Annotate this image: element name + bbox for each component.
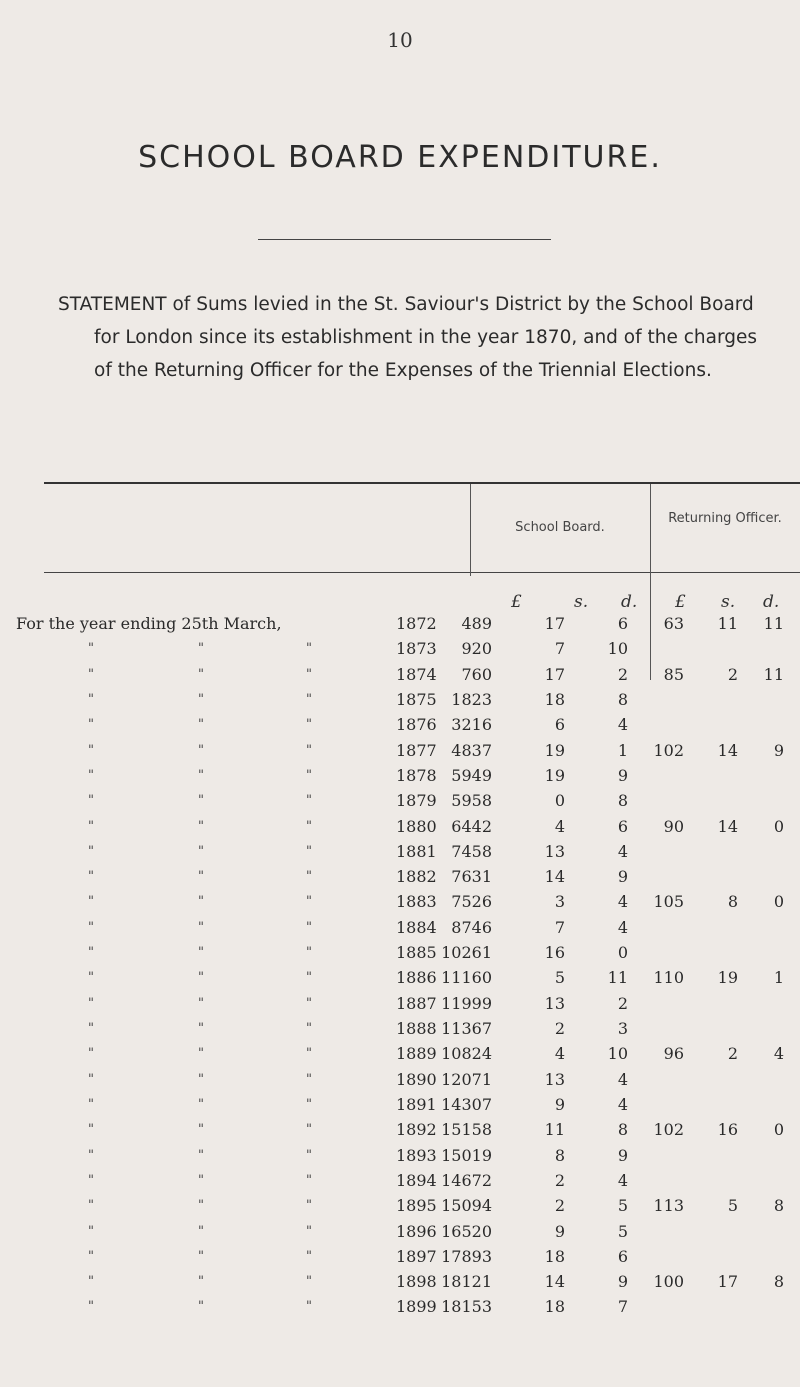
returning-officer-pence: 0: [773, 816, 784, 836]
school-board-shillings: 13: [544, 841, 565, 861]
ditto-mark: ": [306, 1147, 312, 1163]
school-board-pounds: 11160: [441, 968, 492, 988]
school-board-pounds: 10824: [441, 1044, 492, 1064]
school-board-pence: 9: [617, 1272, 628, 1292]
year-cell: 1888: [396, 1019, 437, 1038]
year-cell: 1878: [396, 765, 437, 785]
table-row: [0, 687, 800, 712]
school-board-shillings: 9: [554, 1221, 565, 1241]
year-cell: 1889: [396, 1044, 437, 1064]
ditto-mark: ": [88, 742, 94, 758]
school-board-shillings: 4: [554, 1044, 565, 1064]
ditto-mark: ": [198, 894, 204, 910]
ditto-mark: ": [306, 995, 312, 1011]
table-row: [0, 965, 800, 990]
school-board-shillings: 17: [544, 664, 565, 684]
school-board-pence: 8: [617, 689, 628, 709]
table-row: [0, 839, 800, 864]
ditto-mark: ": [306, 1223, 312, 1239]
ditto-mark: ": [198, 1223, 204, 1239]
expenditure-table: [0, 611, 800, 1320]
year-cell: 1880: [396, 816, 437, 836]
year-cell: 1872: [396, 614, 437, 633]
year-cell: 1879: [396, 791, 437, 811]
returning-officer-pence: 1: [773, 968, 784, 988]
year-cell: 1890: [396, 1069, 437, 1089]
school-board-pence: 6: [617, 816, 628, 836]
returning-officer-pounds: 100: [653, 1272, 684, 1292]
table-row: [0, 1067, 800, 1092]
ditto-mark: ": [198, 945, 204, 961]
school-board-pounds: 15019: [441, 1145, 492, 1165]
school-board-shillings: 8: [554, 1145, 565, 1165]
school-board-shillings: 18: [544, 689, 565, 709]
table-row: [0, 1143, 800, 1168]
returning-officer-pounds: 85: [663, 664, 684, 684]
school-board-pence: 11: [607, 968, 628, 988]
returning-officer-pounds: 110: [653, 968, 684, 988]
school-board-pounds: 4837: [451, 740, 492, 760]
school-board-pounds: 920: [461, 639, 492, 659]
school-board-pence: 2: [617, 664, 628, 684]
school-board-pounds: 7631: [451, 867, 492, 887]
table-top-rule: [44, 482, 800, 484]
ditto-mark: ": [88, 666, 94, 682]
year-cell: 1882: [396, 867, 437, 887]
table-row: [0, 662, 800, 687]
school-board-shillings: 5: [554, 968, 565, 988]
ditto-mark: ": [198, 818, 204, 834]
ditto-mark: ": [306, 1274, 312, 1290]
table-row: [0, 915, 800, 940]
table-row: [0, 1269, 800, 1294]
year-cell: 1896: [396, 1221, 437, 1241]
ditto-mark: ": [306, 793, 312, 809]
school-board-pence: 9: [617, 1145, 628, 1165]
ditto-mark: ": [88, 818, 94, 834]
ditto-mark: ": [88, 1021, 94, 1036]
school-board-pence: 4: [617, 1069, 628, 1089]
returning-officer-pounds: 105: [653, 892, 684, 912]
header-returning-officer: Returning Officer.: [668, 511, 782, 526]
school-board-pence: 4: [617, 841, 628, 861]
school-board-pounds: 15094: [441, 1196, 492, 1216]
year-cell: 1894: [396, 1170, 437, 1190]
school-board-shillings: 13: [544, 993, 565, 1013]
ditto-mark: ": [88, 1274, 94, 1290]
returning-officer-pence: 4: [773, 1044, 784, 1064]
table-row: [0, 611, 800, 636]
returning-officer-pence: 0: [773, 1120, 784, 1140]
year-cell: 1892: [396, 1120, 437, 1140]
school-board-pounds: 6442: [451, 816, 492, 836]
school-board-pounds: 5949: [451, 765, 492, 785]
ditto-mark: ": [306, 691, 312, 707]
ditto-mark: ": [198, 1021, 204, 1036]
ditto-mark: ": [198, 1172, 204, 1188]
returning-officer-pounds: 102: [653, 1120, 684, 1140]
ditto-mark: ": [88, 1223, 94, 1239]
school-board-pounds: 11367: [441, 1019, 492, 1038]
ditto-mark: ": [88, 894, 94, 910]
school-board-pounds: 16520: [441, 1221, 492, 1241]
school-board-pence: 6: [617, 614, 628, 633]
ditto-mark: ": [88, 995, 94, 1011]
school-board-shillings: 2: [554, 1196, 565, 1216]
table-row: [0, 991, 800, 1016]
returning-officer-shillings: 5: [727, 1196, 738, 1216]
year-cell: 1886: [396, 968, 437, 988]
school-board-pence: 3: [617, 1019, 628, 1038]
returning-officer-pence: 8: [773, 1196, 784, 1216]
ditto-mark: ": [306, 818, 312, 834]
year-cell: 1897: [396, 1246, 437, 1266]
ditto-mark: ": [306, 869, 312, 885]
table-row: [0, 1041, 800, 1066]
unit-shillings: s.: [574, 592, 589, 612]
ditto-mark: ": [306, 641, 312, 657]
year-cell: 1899: [396, 1297, 437, 1317]
year-cell: 1883: [396, 892, 437, 912]
ditto-mark: ": [88, 970, 94, 986]
school-board-pounds: 18121: [441, 1272, 492, 1292]
ditto-mark: ": [88, 945, 94, 961]
school-board-shillings: 18: [544, 1297, 565, 1317]
school-board-shillings: 3: [554, 892, 565, 912]
year-cell: 1885: [396, 943, 437, 963]
ditto-mark: ": [198, 666, 204, 682]
school-board-pence: 2: [617, 993, 628, 1013]
school-board-shillings: 11: [544, 1120, 565, 1140]
year-cell: 1887: [396, 993, 437, 1013]
ditto-mark: ": [198, 742, 204, 758]
ditto-mark: ": [88, 793, 94, 809]
school-board-pounds: 14307: [441, 1094, 492, 1114]
returning-officer-pounds: 102: [653, 740, 684, 760]
ditto-mark: ": [88, 1147, 94, 1163]
returning-officer-pence: 9: [773, 740, 784, 760]
ditto-mark: ": [198, 1096, 204, 1112]
ditto-mark: ": [88, 869, 94, 885]
returning-officer-shillings: 17: [717, 1272, 738, 1292]
ditto-mark: ": [198, 1147, 204, 1163]
table-row: [0, 1016, 800, 1041]
returning-officer-shillings: 2: [727, 1044, 738, 1064]
ditto-mark: ": [88, 1122, 94, 1138]
ditto-mark: ": [88, 919, 94, 935]
returning-officer-pounds: 63: [663, 614, 684, 633]
ditto-mark: ": [198, 767, 204, 783]
unit-pence: d.: [621, 592, 638, 612]
ditto-mark: ": [198, 717, 204, 733]
returning-officer-shillings: 11: [717, 614, 738, 633]
school-board-shillings: 2: [554, 1019, 565, 1038]
school-board-shillings: 19: [544, 740, 565, 760]
ditto-mark: ": [198, 1274, 204, 1290]
ditto-mark: ": [198, 1198, 204, 1214]
column-divider: [650, 484, 651, 576]
table-row: [0, 712, 800, 737]
ditto-mark: ": [198, 793, 204, 809]
school-board-shillings: 6: [554, 715, 565, 735]
school-board-pence: 4: [617, 892, 628, 912]
school-board-pence: 4: [617, 917, 628, 937]
ditto-mark: ": [88, 1172, 94, 1188]
ditto-mark: ": [198, 843, 204, 859]
ditto-mark: ": [306, 1096, 312, 1112]
table-header-rule: [44, 572, 800, 573]
school-board-pounds: 3216: [451, 715, 492, 735]
header-school-board: School Board.: [515, 520, 605, 535]
table-row: [0, 763, 800, 788]
ditto-mark: ": [88, 641, 94, 657]
title-divider: [258, 239, 551, 240]
page-title: SCHOOL BOARD EXPENDITURE.: [138, 140, 662, 175]
school-board-pounds: 7458: [451, 841, 492, 861]
table-row: [0, 1117, 800, 1142]
ditto-mark: ": [306, 919, 312, 935]
school-board-pounds: 760: [461, 664, 492, 684]
returning-officer-shillings: 14: [717, 816, 738, 836]
school-board-shillings: 14: [544, 1272, 565, 1292]
returning-officer-pounds: 113: [653, 1196, 684, 1216]
page-number: 10: [387, 28, 413, 52]
ditto-mark: ": [198, 869, 204, 885]
ditto-mark: ": [198, 1299, 204, 1315]
school-board-pence: 9: [617, 867, 628, 887]
returning-officer-pence: 11: [763, 614, 784, 633]
table-row: [0, 636, 800, 661]
returning-officer-shillings: 19: [717, 968, 738, 988]
ditto-mark: ": [198, 1046, 204, 1062]
returning-officer-pence: 11: [763, 664, 784, 684]
ditto-mark: ": [306, 1122, 312, 1138]
ditto-mark: ": [88, 1046, 94, 1062]
school-board-pence: 7: [617, 1297, 628, 1317]
ditto-mark: ": [306, 1046, 312, 1062]
school-board-pounds: 17893: [441, 1246, 492, 1266]
ditto-mark: ": [198, 1122, 204, 1138]
ditto-mark: ": [306, 1299, 312, 1315]
ditto-mark: ": [306, 742, 312, 758]
school-board-pence: 4: [617, 1094, 628, 1114]
returning-officer-shillings: 14: [717, 740, 738, 760]
table-row: [0, 940, 800, 965]
table-row: [0, 864, 800, 889]
ditto-mark: ": [306, 1071, 312, 1087]
school-board-shillings: 2: [554, 1170, 565, 1190]
school-board-pounds: 489: [461, 614, 492, 633]
year-cell: 1877: [396, 740, 437, 760]
school-board-pounds: 10261: [441, 943, 492, 963]
school-board-shillings: 9: [554, 1094, 565, 1114]
school-board-pence: 4: [617, 715, 628, 735]
table-row: [0, 1193, 800, 1218]
school-board-pence: 8: [617, 791, 628, 811]
returning-officer-pounds: 90: [663, 816, 684, 836]
school-board-pence: 6: [617, 1246, 628, 1266]
ditto-mark: ": [198, 641, 204, 657]
school-board-pounds: 14672: [441, 1170, 492, 1190]
ditto-mark: ": [306, 1248, 312, 1264]
ditto-mark: ": [198, 970, 204, 986]
school-board-shillings: 16: [544, 943, 565, 963]
ditto-mark: ": [306, 717, 312, 733]
ditto-mark: ": [306, 843, 312, 859]
table-row: [0, 1244, 800, 1269]
year-cell: 1874: [396, 664, 437, 684]
school-board-shillings: 4: [554, 816, 565, 836]
school-board-pence: 5: [617, 1196, 628, 1216]
table-row: [0, 738, 800, 763]
returning-officer-pence: 8: [773, 1272, 784, 1292]
school-board-pounds: 8746: [451, 917, 492, 937]
returning-officer-pence: 0: [773, 892, 784, 912]
school-board-shillings: 19: [544, 765, 565, 785]
intro-paragraph: [58, 288, 758, 387]
school-board-pence: 10: [607, 639, 628, 659]
unit-pounds: £: [675, 592, 686, 612]
school-board-pence: 1: [617, 740, 628, 760]
school-board-shillings: 0: [554, 791, 565, 811]
year-cell: 1873: [396, 639, 437, 659]
unit-shillings: s.: [721, 592, 736, 612]
table-row: [0, 814, 800, 839]
school-board-pounds: 12071: [441, 1069, 492, 1089]
year-cell: 1898: [396, 1272, 437, 1292]
ditto-mark: ": [306, 1172, 312, 1188]
unit-pounds: £: [511, 592, 522, 612]
year-cell: 1891: [396, 1094, 437, 1114]
ditto-mark: ": [198, 919, 204, 935]
school-board-pence: 5: [617, 1221, 628, 1241]
ditto-mark: ": [198, 1071, 204, 1087]
table-row: [0, 889, 800, 914]
school-board-pence: 8: [617, 1120, 628, 1140]
ditto-mark: ": [306, 894, 312, 910]
intro-text: STATEMENT of Sums levied in the St. Saviour's District by the School Board for London since its establishment in the year 1870, and of the charges of the Returning Officer for the Expenses of the Triennial Elections.: [58, 294, 758, 381]
ditto-mark: ": [88, 1198, 94, 1214]
ditto-mark: ": [306, 945, 312, 961]
returning-officer-pounds: 96: [663, 1044, 684, 1064]
year-cell: 1895: [396, 1196, 437, 1216]
ditto-mark: ": [306, 970, 312, 986]
ditto-mark: ": [88, 717, 94, 733]
year-cell: 1876: [396, 715, 437, 735]
returning-officer-shillings: 8: [727, 892, 738, 912]
returning-officer-shillings: 16: [717, 1120, 738, 1140]
school-board-pence: 4: [617, 1170, 628, 1190]
unit-pence: d.: [763, 592, 780, 612]
table-row: [0, 1219, 800, 1244]
ditto-mark: ": [88, 1071, 94, 1087]
school-board-shillings: 7: [554, 639, 565, 659]
school-board-pence: 0: [617, 943, 628, 963]
school-board-pounds: 11999: [441, 993, 492, 1013]
year-cell: 1893: [396, 1145, 437, 1165]
ditto-mark: ": [198, 1248, 204, 1264]
ditto-mark: ": [306, 1198, 312, 1214]
school-board-shillings: 13: [544, 1069, 565, 1089]
returning-officer-shillings: 2: [727, 664, 738, 684]
table-row: [0, 1092, 800, 1117]
ditto-mark: ": [306, 767, 312, 783]
ditto-mark: ": [88, 767, 94, 783]
row-label: For the year ending 25th March,: [16, 614, 282, 633]
ditto-mark: ": [306, 1021, 312, 1036]
ditto-mark: ": [88, 1248, 94, 1264]
ditto-mark: ": [198, 995, 204, 1011]
year-cell: 1884: [396, 917, 437, 937]
school-board-pence: 10: [607, 1044, 628, 1064]
table-row: [0, 1168, 800, 1193]
table-row: [0, 1294, 800, 1319]
school-board-shillings: 17: [544, 614, 565, 633]
ditto-mark: ": [88, 1299, 94, 1315]
school-board-pence: 9: [617, 765, 628, 785]
school-board-pounds: 1823: [451, 689, 492, 709]
school-board-pounds: 15158: [441, 1120, 492, 1140]
year-cell: 1875: [396, 689, 437, 709]
school-board-shillings: 18: [544, 1246, 565, 1266]
ditto-mark: ": [88, 691, 94, 707]
ditto-mark: ": [88, 1096, 94, 1112]
ditto-mark: ": [198, 691, 204, 707]
table-row: [0, 788, 800, 813]
year-cell: 1881: [396, 841, 437, 861]
ditto-mark: ": [88, 843, 94, 859]
school-board-pounds: 7526: [451, 892, 492, 912]
school-board-pounds: 5958: [451, 791, 492, 811]
ditto-mark: ": [306, 666, 312, 682]
school-board-shillings: 14: [544, 867, 565, 887]
school-board-pounds: 18153: [441, 1297, 492, 1317]
school-board-shillings: 7: [554, 917, 565, 937]
